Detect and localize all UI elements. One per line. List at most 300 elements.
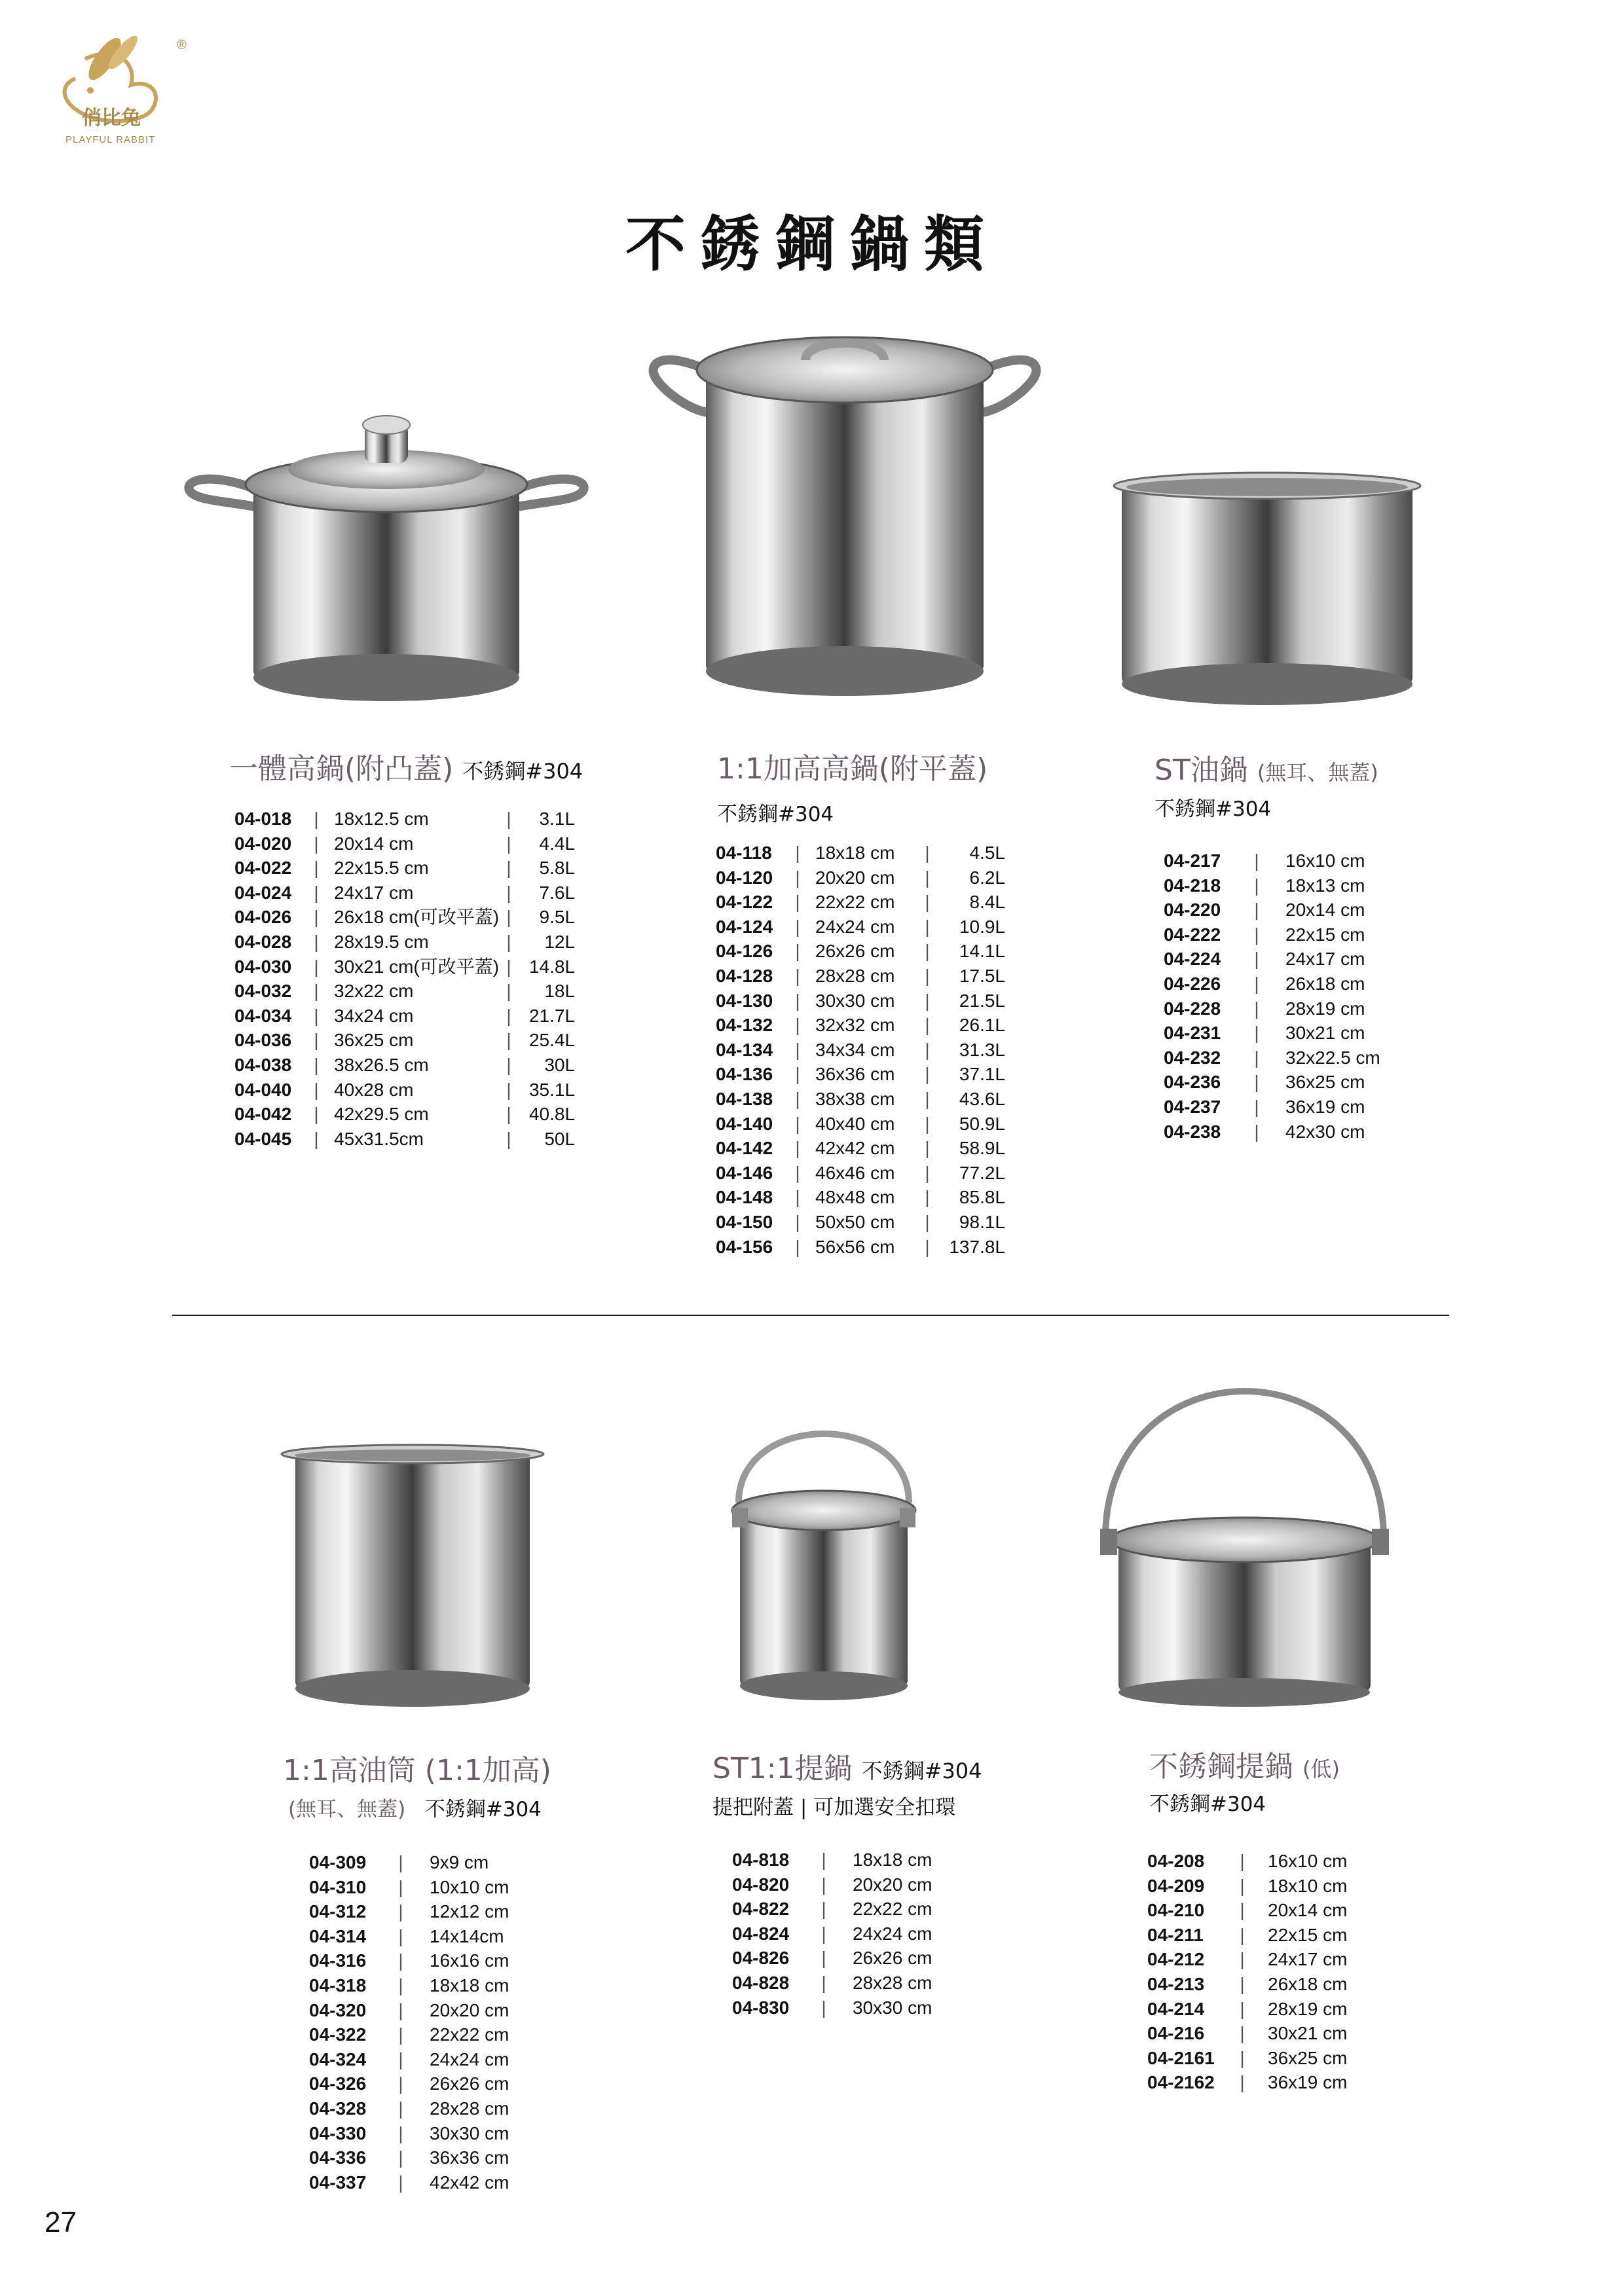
item-size: 30x21 cm(可改平蓋) [334,956,500,977]
item-volume: 6.2L [969,867,1005,888]
separator: | [1240,1949,1245,1970]
item-volume: 9.5L [539,907,576,928]
item-volume: 77.2L [959,1162,1005,1183]
item-size: 28x19.5 cm [334,931,429,952]
item-size: 30x30 cm [430,2123,509,2143]
separator: | [821,1899,826,1920]
spec-row [309,1998,551,2023]
item-code: 04-209 [1147,1875,1205,1896]
separator: | [314,858,319,879]
spec-row [1147,2021,1390,2046]
separator: | [506,858,511,879]
item-size: 24x24 cm [853,1923,932,1944]
item-code: 04-150 [716,1211,773,1232]
spec-row [309,1899,551,1924]
item-volume: 43.6L [959,1088,1005,1109]
item-code: 04-328 [309,2098,367,2119]
item-code: 04-211 [1147,1924,1204,1945]
separator: | [821,1948,826,1969]
brand-name-en: PLAYFUL RABBIT [65,134,156,145]
item-code: 04-830 [732,1997,790,2018]
spec-row [309,1875,551,1900]
spec-row [234,1078,575,1102]
item-code: 04-146 [716,1162,773,1183]
item-volume: 4.5L [969,843,1005,863]
item-size: 45x31.5cm [334,1128,424,1149]
separator: | [314,833,319,854]
item-volume: 26.1L [959,1015,1005,1036]
item-volume: 4.4L [539,833,576,854]
separator: | [506,1079,511,1100]
product-material-2: 不銹鋼#304 [717,803,834,826]
spec-row [234,1102,575,1127]
separator: | [925,1236,930,1257]
separator: | [506,1128,511,1149]
spec-row [716,964,1005,989]
spec-row [1164,873,1420,898]
separator: | [925,1138,930,1159]
item-size: 30x21 cm [1268,2023,1348,2044]
separator: | [1254,949,1259,970]
item-size: 42x29.5 cm [334,1104,429,1125]
item-code: 04-022 [234,858,292,879]
separator: | [314,907,319,928]
separator: | [314,1079,319,1100]
spec-row [716,1013,1005,1038]
item-size: 56x56 cm [815,1236,895,1257]
item-size: 32x22 cm [334,981,414,1002]
item-size: 28x19 cm [1268,1998,1348,2019]
registered-mark: ® [177,38,187,52]
item-volume: 37.1L [959,1064,1005,1085]
separator: | [314,956,319,977]
spec-row [716,866,1005,890]
item-size: 12x12 cm [430,1901,509,1922]
item-code: 04-237 [1164,1096,1221,1117]
spec-row [309,1850,551,1875]
spec-row [716,890,1005,915]
item-size: 36x25 cm [1285,1072,1365,1093]
item-size: 20x14 cm [1285,900,1365,920]
separator: | [1240,1973,1245,1994]
item-size: 18x10 cm [1268,1875,1348,1896]
item-code: 04-337 [309,2172,367,2193]
item-size: 16x10 cm [1268,1851,1348,1871]
separator: | [925,1187,930,1208]
spec-row [732,1897,974,1922]
item-code: 04-120 [716,867,773,888]
spec-row [716,1161,1005,1186]
spec-row [234,807,575,831]
separator: | [925,916,930,937]
separator: | [398,2172,403,2193]
separator: | [795,867,800,888]
item-code: 04-238 [1164,1121,1221,1142]
item-code: 04-222 [1164,924,1221,945]
page-number: 27 [45,2206,77,2238]
item-code: 04-128 [716,965,773,986]
separator: | [1240,1998,1245,2019]
item-size: 34x34 cm [815,1039,895,1060]
item-volume: 31.3L [959,1039,1005,1060]
spec-row [716,1136,1005,1161]
item-volume: 10.9L [959,916,1005,937]
item-size: 24x24 cm [430,2049,509,2069]
spec-row [1147,2070,1390,2095]
spec-row [732,1995,974,2020]
product-image-low-bucket-pot [1099,1368,1390,1709]
separator: | [925,1113,930,1134]
item-code: 04-217 [1164,850,1221,871]
spec-table-5 [732,1848,974,2020]
item-code: 04-020 [234,833,292,854]
spec-row [234,856,575,881]
item-size: 26x18 cm [1268,1973,1348,1994]
separator: | [506,931,511,952]
spec-row [716,1038,1005,1063]
spec-row [1147,2046,1390,2071]
item-size: 16x16 cm [430,1950,509,1971]
product-image-st-bucket-pot [726,1424,922,1705]
item-volume: 12L [544,931,576,952]
item-size: 34x24 cm [334,1005,414,1026]
item-size: 24x24 cm [815,916,895,937]
separator: | [925,1039,930,1060]
separator: | [1254,875,1259,896]
spec-row [1164,898,1420,922]
product-material-3: 不銹鋼#304 [1154,797,1272,821]
separator: | [925,1015,930,1036]
separator: | [506,981,511,1002]
item-code: 04-024 [234,882,292,903]
product-material-6: 不銹鋼#304 [1149,1793,1266,1816]
separator: | [398,1999,403,2020]
separator: | [795,941,800,962]
item-volume: 21.5L [959,990,1005,1011]
spec-row [234,1028,575,1053]
item-code: 04-336 [309,2147,367,2168]
spec-row [732,1848,974,1872]
separator: | [398,2147,403,2168]
separator: | [506,882,511,903]
separator: | [314,882,319,903]
item-code: 04-134 [716,1039,773,1060]
item-code: 04-118 [716,843,772,863]
spec-row [1164,947,1420,972]
separator: | [314,931,319,952]
separator: | [821,1997,826,2018]
item-code: 04-322 [309,2024,367,2045]
item-code: 04-026 [234,907,292,928]
item-size: 28x28 cm [853,1972,932,1993]
separator: | [398,1975,403,1995]
separator: | [925,941,930,962]
item-code: 04-2162 [1147,2072,1215,2093]
spec-row [234,831,575,856]
spec-row [309,1973,551,1998]
item-code: 04-326 [309,2073,367,2094]
product-note-4: (無耳、無蓋) 不銹鋼#304 [288,1798,542,1821]
separator: | [821,1874,826,1895]
item-size: 36x25 cm [1268,2047,1348,2068]
separator: | [398,1901,403,1922]
item-size: 26x26 cm [430,2073,509,2094]
separator: | [795,916,800,937]
separator: | [925,892,930,913]
spec-table-4 [309,1850,551,2195]
item-code: 04-122 [716,892,773,913]
item-code: 04-214 [1147,1998,1205,2019]
item-volume: 85.8L [959,1187,1005,1208]
item-size: 22x15 cm [1268,1924,1348,1945]
separator: | [398,1852,403,1872]
spec-row [309,2145,551,2170]
item-volume: 30L [544,1054,576,1075]
separator: | [1254,850,1259,871]
spec-row [1164,1046,1420,1070]
item-size: 40x28 cm [334,1079,414,1100]
item-code: 04-824 [732,1923,790,1944]
item-volume: 17.5L [959,965,1005,986]
item-code: 04-820 [732,1874,790,1895]
item-code: 04-034 [234,1005,292,1026]
separator: | [925,1162,930,1183]
product-title-4: 1:1高油筒 (1:1加高) [283,1754,551,1787]
spec-row [716,1112,1005,1137]
item-size: 24x17 cm [334,882,414,903]
item-code: 04-136 [716,1064,773,1085]
item-size: 26x18 cm(可改平蓋) [334,907,500,928]
item-code: 04-330 [309,2123,367,2143]
item-size: 24x17 cm [1268,1949,1348,1970]
spec-row [1164,1120,1420,1144]
spec-row [309,1924,551,1949]
separator: | [925,965,930,986]
item-code: 04-208 [1147,1851,1205,1871]
spec-row [234,1127,575,1152]
item-size: 30x21 cm [1285,1023,1365,1044]
item-code: 04-210 [1147,1900,1205,1921]
item-volume: 50.9L [959,1113,1005,1134]
item-size: 32x22.5 cm [1285,1047,1380,1068]
separator: | [506,1030,511,1051]
separator: | [506,1005,511,1026]
item-volume: 18L [544,981,576,1002]
item-code: 04-828 [732,1972,790,1993]
item-code: 04-312 [309,1901,367,1922]
item-size: 9x9 cm [430,1852,489,1872]
item-size: 42x42 cm [430,2172,509,2193]
spec-row [1147,1898,1390,1923]
item-volume: 58.9L [959,1138,1005,1159]
separator: | [1254,1023,1259,1044]
separator: | [795,1039,800,1060]
spec-row [716,915,1005,939]
product-image-st-oil-pot [1110,471,1424,710]
separator: | [314,981,319,1002]
item-size: 18x12.5 cm [334,809,429,829]
spec-row [309,2022,551,2047]
separator: | [506,956,511,977]
item-size: 46x46 cm [815,1162,895,1183]
separator: | [1254,1121,1259,1142]
item-code: 04-818 [732,1850,790,1870]
separator: | [925,1088,930,1109]
product-title-6: 不銹鋼提鍋 (低) [1149,1750,1340,1783]
item-size: 26x18 cm [1285,973,1365,994]
item-code: 04-822 [732,1899,790,1920]
separator: | [1254,924,1259,945]
spec-row [732,1946,974,1971]
spec-row [1164,1021,1420,1046]
item-size: 22x22 cm [853,1899,932,1920]
separator: | [795,1064,800,1085]
spec-table-6 [1147,1849,1390,2095]
item-volume: 50L [544,1128,576,1149]
item-volume: 21.7L [528,1005,576,1026]
separator: | [925,843,930,863]
separator: | [1254,900,1259,920]
item-size: 32x32 cm [815,1015,895,1036]
item-code: 04-018 [234,809,292,829]
separator: | [795,1162,800,1183]
spec-row [1164,972,1420,996]
spec-row [234,1004,575,1029]
item-size: 38x38 cm [815,1088,895,1109]
item-code: 04-314 [309,1925,367,1946]
separator: | [506,907,511,928]
item-volume: 7.6L [539,882,576,903]
item-volume: 14.1L [959,941,1005,962]
item-size: 22x22 cm [815,892,895,913]
item-size: 20x14 cm [334,833,414,854]
spec-row [732,1971,974,1995]
item-code: 04-042 [234,1104,292,1125]
spec-row [716,1087,1005,1112]
item-size: 30x30 cm [815,990,895,1011]
item-volume: 137.8L [949,1236,1005,1257]
separator: | [1254,1047,1259,1068]
item-code: 04-228 [1164,998,1221,1019]
item-code: 04-826 [732,1948,790,1969]
separator: | [795,1187,800,1208]
separator: | [821,1972,826,1993]
separator: | [1240,2047,1245,2068]
item-code: 04-218 [1164,875,1221,896]
separator: | [398,1925,403,1946]
item-code: 04-130 [716,990,773,1011]
separator: | [795,1138,800,1159]
item-size: 22x15 cm [1285,924,1365,945]
spec-row [234,979,575,1004]
item-code: 04-316 [309,1950,367,1971]
item-code: 04-216 [1147,2023,1205,2044]
separator: | [314,1104,319,1125]
item-code: 04-124 [716,916,773,937]
item-size: 20x14 cm [1268,1900,1348,1921]
item-volume: 5.8L [539,858,576,879]
spec-row [234,955,575,979]
item-code: 04-310 [309,1876,367,1897]
spec-row [309,2096,551,2121]
item-code: 04-232 [1164,1047,1221,1068]
item-volume: 14.8L [528,956,576,977]
item-code: 04-045 [234,1128,292,1149]
separator: | [795,892,800,913]
item-code: 04-036 [234,1030,292,1051]
spec-row [309,2170,551,2195]
item-size: 38x26.5 cm [334,1054,429,1075]
item-size: 40x40 cm [815,1113,895,1134]
spec-row [732,1922,974,1946]
separator: | [506,809,511,829]
separator: | [314,1005,319,1026]
item-size: 18x18 cm [430,1975,509,1995]
item-code: 04-236 [1164,1072,1221,1093]
product-image-high-pot-domed-lid [180,409,593,704]
spec-row [716,1185,1005,1210]
item-code: 04-324 [309,2049,367,2069]
spec-row [1164,848,1420,873]
item-size: 16x10 cm [1285,850,1365,871]
spec-row [234,1053,575,1078]
separator: | [821,1923,826,1944]
item-code: 04-318 [309,1975,367,1995]
separator: | [821,1850,826,1870]
spec-table-2 [716,841,1005,1259]
separator: | [795,1113,800,1134]
item-size: 28x28 cm [430,2098,509,2119]
spec-table-1 [234,807,575,1151]
item-size: 22x22 cm [430,2024,509,2045]
item-size: 14x14cm [430,1925,504,1946]
separator: | [314,809,319,829]
item-size: 26x26 cm [815,941,895,962]
item-code: 04-030 [234,956,292,977]
separator: | [1254,973,1259,994]
item-code: 04-028 [234,931,292,952]
separator: | [398,1950,403,1971]
item-size: 36x19 cm [1268,2072,1348,2093]
item-code: 04-032 [234,981,292,1002]
item-code: 04-213 [1147,1973,1205,1994]
item-size: 28x28 cm [815,965,895,986]
spec-row [234,930,575,955]
product-title-2: 1:1加高高鍋(附平蓋) [717,752,988,786]
separator: | [398,2049,403,2069]
separator: | [795,965,800,986]
separator: | [506,1104,511,1125]
spec-row [1147,1874,1390,1899]
item-code: 04-224 [1164,949,1221,970]
separator: | [398,2024,403,2045]
item-size: 20x20 cm [853,1874,932,1895]
spec-row [1164,1070,1420,1095]
item-size: 50x50 cm [815,1211,895,1232]
item-code: 04-038 [234,1054,292,1075]
spec-row [1164,996,1420,1021]
spec-row [732,1872,974,1897]
spec-row [1147,1849,1390,1874]
item-code: 04-156 [716,1236,773,1257]
separator: | [925,1064,930,1085]
item-size: 42x42 cm [815,1138,895,1159]
item-volume: 35.1L [528,1079,576,1100]
item-volume: 98.1L [959,1211,1005,1232]
spec-row [1164,1095,1420,1120]
item-code: 04-2161 [1147,2047,1215,2068]
separator: | [1240,1900,1245,1921]
